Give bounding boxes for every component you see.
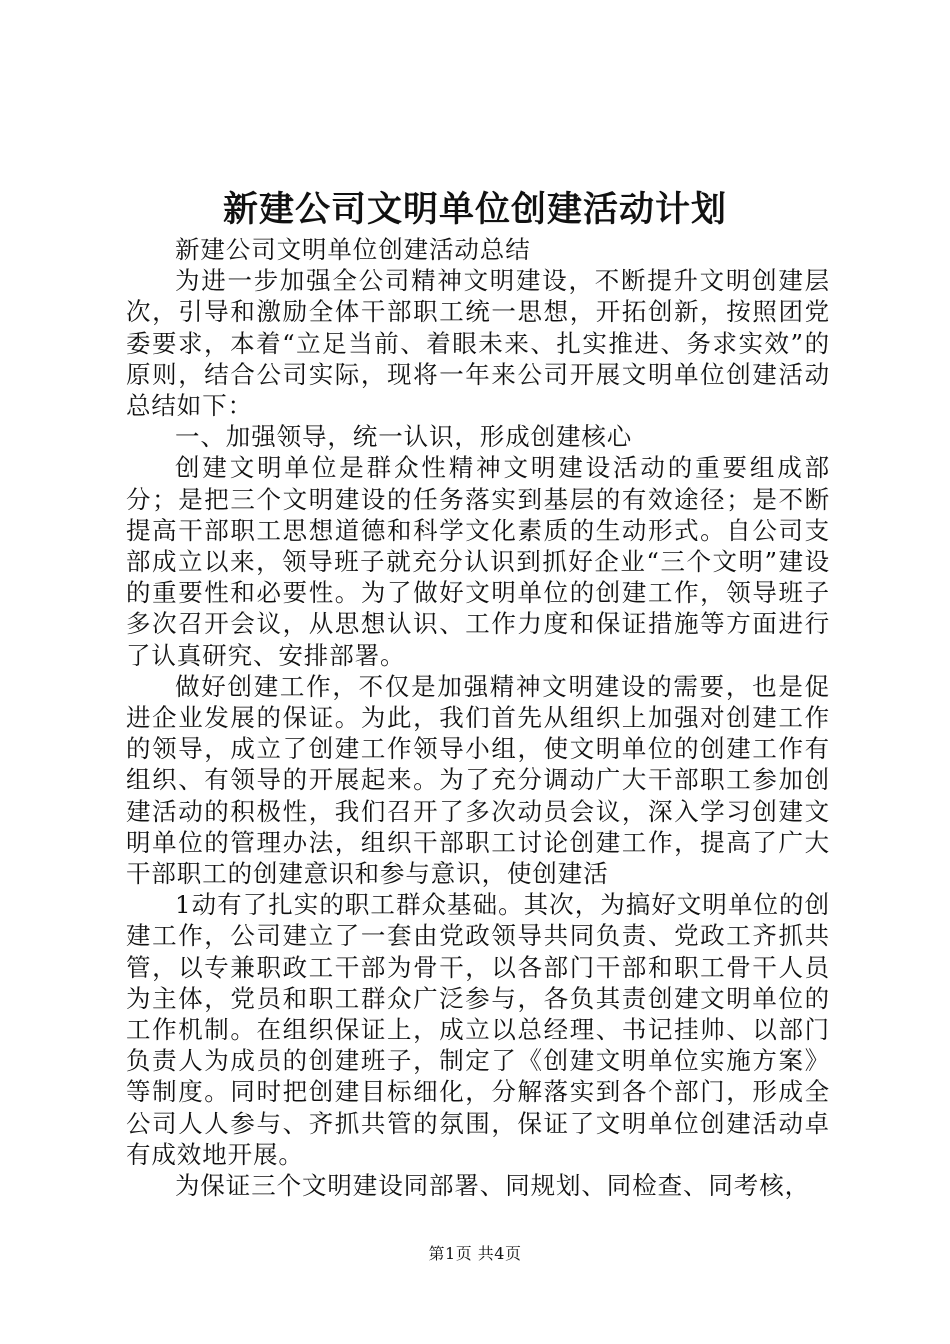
paragraph: 为保证三个文明建设同部署、同规划、同检查、同考核， bbox=[175, 1171, 810, 1201]
paragraph-subtitle: 新建公司文明单位创建活动总结 bbox=[175, 235, 531, 264]
document-title: 新建公司文明单位创建活动计划 bbox=[222, 189, 727, 230]
paragraph: 1动有了扎实的职工群众基础。其次，为搞好文明单位的创建工作，公司建立了一套由党政领导共同负责、党政工齐抓共管，以专兼职政工干部为骨干，以各部门干部和职工骨干人员为主体，党员和职工群众广泛参与，各负其责创建文明单位的工作机制。在组织保证上，成立以总经理、书记挂帅、以部门负责人为成员的创建班子，制定了《创建文明单位实施方案》等制度。同时把创建目标细化，分解落实到各个部门，形成全公司人人参与、齐抓共管的氛围，保证了文明单位创建活动卓有成效地开展。 bbox=[126, 890, 830, 1169]
section-heading: 一、加强领导，统一认识，形成创建核心 bbox=[175, 422, 633, 452]
page-number-footer: 第1页 共4页 bbox=[428, 1244, 522, 1263]
paragraph: 创建文明单位是群众性精神文明建设活动的重要组成部分；是把三个文明建设的任务落实到基层的有效途径；是不断提高干部职工思想道德和科学文化素质的生动形式。自公司支部成立以来，领导班子就充分认识到抓好企业“三个文明”建设的重要性和必要性。为了做好文明单位的创建工作，领导班子多次召开会议，从思想认识、工作力度和保证措施等方面进行了认真研究、安排部署。 bbox=[126, 453, 830, 670]
document-body bbox=[126, 234, 830, 1201]
paragraph-intro: 为进一步加强全公司精神文明建设，不断提升文明创建层次，引导和激励全体干部职工统一思想，开拓创新，按照团党委要求，本着“立足当前、着眼未来、扎实推进、务求实效”的原则，结合公司实际，现将一年来公司开展文明单位创建活动总结如下： bbox=[126, 266, 830, 421]
paragraph: 做好创建工作，不仅是加强精神文明建设的需要，也是促进企业发展的保证。为此，我们首先从组织上加强对创建工作的领导，成立了创建工作领导小组，使文明单位的创建工作有组织、有领导的开展起来。为了充分调动广大干部职工参加创建活动的积极性，我们召开了多次动员会议，深入学习创建文明单位的管理办法，组织干部职工讨论创建工作，提高了广大干部职工的创建意识和参与意识，使创建活 bbox=[126, 671, 830, 889]
